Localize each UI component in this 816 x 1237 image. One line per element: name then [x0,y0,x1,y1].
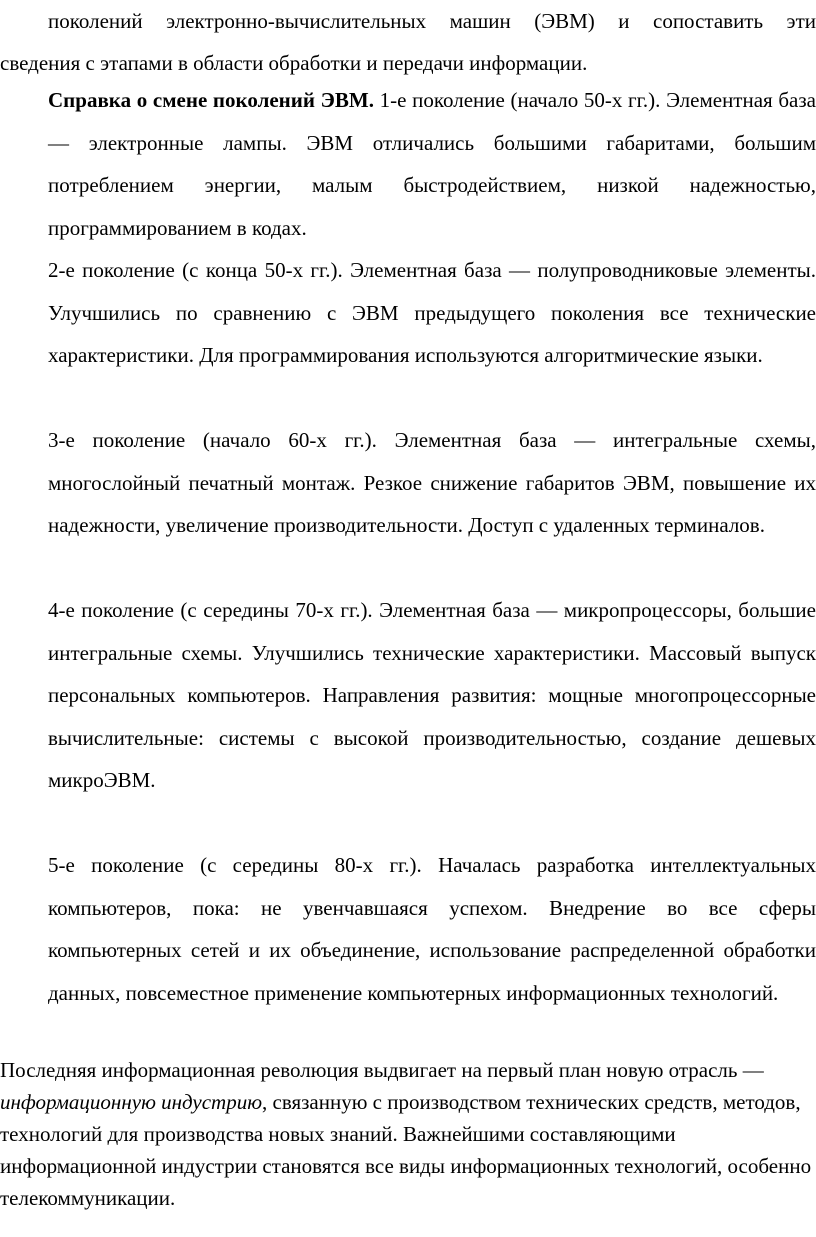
gen1-text: 1-е поколение (начало 50-х гг.). Элементная база — электронные лампы. ЭВМ отличались большими габаритами, большим потреблением энергии, малым быстродействием, низкой надежностью, программированием в кодах. [48,88,816,240]
closing-text-after: , связанную с производством технических средств, методов, технологий для производства новых знаний. Важнейшими составляющими информационной индустрии становятся все виды информационных технологий, особенно телекоммуникации. [0,1090,812,1210]
closing-text-before: Последняя информационная революция выдвигает на первый план новую отрасль — [0,1058,764,1082]
generation-4-paragraph: 4-е поколение (с середины 70-х гг.). Элементная база — микропроцессоры, большие интегральные схемы. Улучшились технические характеристики. Массовый выпуск персональных компьютеров. Направления развития: мощные многопроцессорные вычислительные: системы с высокой производительностью, создание дешевых микроЭВМ. [48,598,816,792]
intro-line-1: поколений электронно-вычислительных машин (ЭВМ) и сопоставить эти [48,9,816,33]
closing-paragraph [0,1054,816,1214]
intro-paragraph [0,0,816,84]
closing-emphasis: информационную индустрию [0,1090,262,1114]
generation-5-paragraph: 5-е поколение (с середины 80-х гг.). Началась разработка интеллектуальных компьютеров, пока: не увенчавшаяся успехом. Внедрение во все сферы компьютерных сетей и их объединение, использование распределенной обработки данных, повсеместное применение компьютерных информационных технологий. [48,853,816,1005]
reference-heading: Справка о смене поколений ЭВМ. [48,88,374,112]
generation-2-paragraph: 2-е поколение (с конца 50-х гг.). Элементная база — полупроводниковые элементы. Улучшились по сравнению с ЭВМ предыдущего поколения все технические характеристики. Для программирования используются алгоритмические языки. [48,258,816,367]
intro-line-2: сведения с этапами в области обработки и передачи информации. [0,51,588,75]
reference-paragraph [48,79,816,249]
generation-3-paragraph: 3-е поколение (начало 60-х гг.). Элементная база — интегральные схемы, многослойный печатный монтаж. Резкое снижение габаритов ЭВМ, повышение их надежности, увеличение производительности. Доступ с удаленных терминалов. [48,428,816,537]
